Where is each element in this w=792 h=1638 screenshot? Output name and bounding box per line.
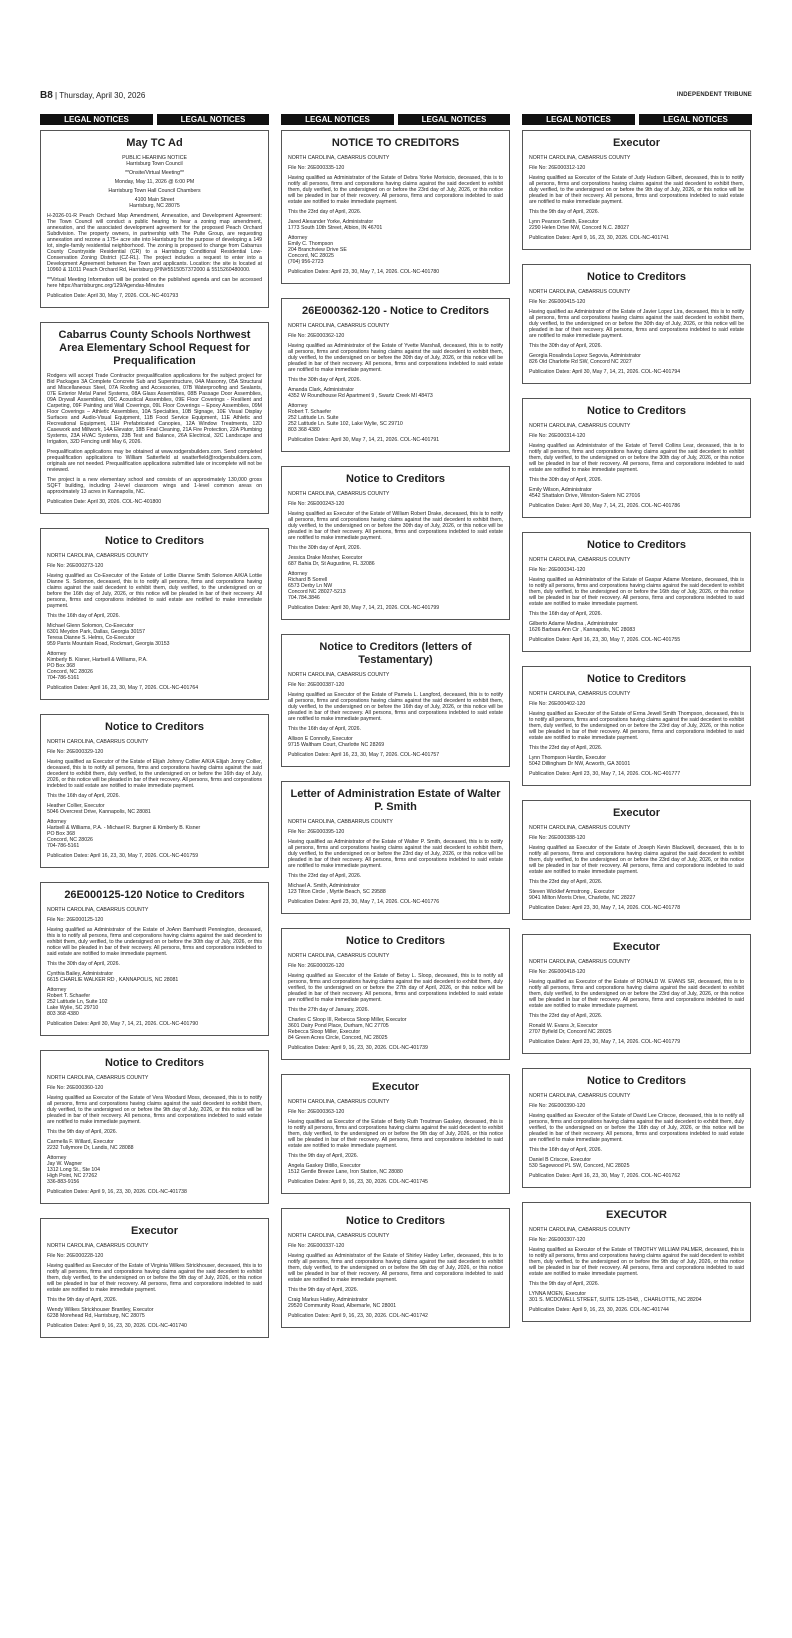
signature-block xyxy=(288,219,503,265)
signature-line: 704.784.3846 xyxy=(288,595,320,601)
signature-line: 530 Sagewood PL SW, Concord, NC 28025 xyxy=(529,1163,630,1169)
publication-dates: Publication Dates: April 30, May 7, 14, 21, 2026. COL-NC-401790 xyxy=(47,1021,199,1027)
signature-line: 803 368 4380 xyxy=(47,1011,79,1017)
publication-dates: Publication Dates: April 23, 30, May 7, 14, 2026. COL-NC-401780 xyxy=(288,269,440,275)
notice-line: Harrisburg, NC 28075 xyxy=(129,203,180,209)
signature-line: 6301 Meydon Park, Dallas, Georgia 30157 xyxy=(47,629,146,635)
file-number: File No: 26E000273-120 xyxy=(47,563,104,569)
column-2 xyxy=(281,130,510,1342)
dated-line: This the 9th day of April, 2026. xyxy=(288,1287,359,1293)
file-number: File No: 26E000337-120 xyxy=(288,1243,345,1249)
legal-notice xyxy=(522,532,751,652)
notice-body: Having qualified as Administrator of the Estate of JoAnn Barnhardt Pennington, deceased, this is to notify all persons, firms and corporations having claims against the said decedent to exhibit them, duly verified, to the undersigned on or before the 30th day of July, 2026, or this notice will be pleaded in bar of their recovery. All persons, firms and corporations indebted to said estate are notified to make immediate payment. xyxy=(47,927,262,957)
notice-line: Harrisburg Town Hall Council Chambers xyxy=(108,188,201,194)
notice-title: Notice to Creditors xyxy=(345,473,445,485)
signature-line: 959 Parris Mountain Road, Rockmart, Georgia 30153 xyxy=(47,641,170,647)
legal-notice xyxy=(522,800,751,920)
notice-body: Prequalification applications may be obtained at www.rodgersbuilders.com. Send completed prequalification applications to William Satterfield at wsatterfield@rodgersbuilders.com, originals are not needed. Prequalification applications submitted late or incomplete will not be reviewed. xyxy=(47,449,262,473)
county-line: NORTH CAROLINA, CABARRUS COUNTY xyxy=(47,1243,149,1249)
file-number: File No: 26E000363-120 xyxy=(288,1109,345,1115)
notice-body: Having qualified as Executor of the Estate of Virginia Wilkes Strickhouser, deceased, this is to notify all persons, firms and corporations having claims against the said decedent to exhibit them, duly verified, to the undersigned on or before the 9th day of July, 2026, or this notice will be pleaded in bar of their recovery. All persons, firms and corporations indebted to said estate are notified to make immediate payment. xyxy=(47,1263,262,1293)
dated-line: This the 9th day of April, 2026. xyxy=(529,1281,600,1287)
dated-line: This the 23rd day of April, 2026. xyxy=(288,209,362,215)
file-number: File No: 26E000329-120 xyxy=(47,749,104,755)
signature-line: Georgia Rosalinda Lopez Segovia, Administrator xyxy=(529,353,641,359)
notice-body: Having qualified as Administrator of the Estate of Debra Yorke Morisicio, deceased, this is to notify all persons, firms and corporations having claims against the said decedent to exhibit them, duly verified, to the undersigned on or before the 23rd day of July, 2026, or this notice will be pleaded in bar of their recovery. All persons, firms and corporations indebted to said estate are notified to make immediate payment. xyxy=(288,175,503,205)
signature-line: Amanda Clark, Administrator xyxy=(288,387,355,393)
signature-line: 9715 Waltham Court, Charlotte NC 28269 xyxy=(288,742,385,748)
legal-notice xyxy=(40,322,269,514)
dated-line: This the 9th day of April, 2026. xyxy=(47,1129,118,1135)
publication-dates: Publication Date: April 30, May 7, 2026. COL-NC-401793 xyxy=(47,293,179,299)
signature-line: (704) 956-2723 xyxy=(288,259,324,265)
notice-body: Having qualified as Executor of the Estate of Betsy L. Sloop, deceased, this is to notify all persons, firms and corporations having claims against the said decedent to exhibit them, duly verified, to the undersigned on or before the 27th day of April, 2026, or this notice will be pleaded in bar of their recovery. All persons, firms and corporations indebted to said estate are notified to make immediate payment. xyxy=(288,973,503,1003)
dated-line: This the 16th day of April, 2026. xyxy=(288,726,361,732)
notice-line: Harrisburg Town Council xyxy=(126,161,183,167)
legal-notice xyxy=(40,528,269,700)
notice-body: Having qualified as Executor of the Estate of Betty Ruth Troutman Gaskey, deceased, this is to notify all persons, firms and corporations having claims against the said decedent to exhibit them, duly verified, to the undersigned on or before the 9th day of July, 2026, or this notice will be pleaded in bar of their recovery. All persons, firms and corporations indebted to said estate are notified to make immediate payment. xyxy=(288,1119,503,1149)
signature-line: Michael A. Smith, Administrator xyxy=(288,883,360,889)
county-line: NORTH CAROLINA, CABARRUS COUNTY xyxy=(529,825,631,831)
signature-line: Cynthia Bailey, Administrator xyxy=(47,971,113,977)
notice-title: Executor xyxy=(130,1225,179,1237)
publication-dates: Publication Dates: April 9, 16, 23, 30, 2026. COL-NC-401744 xyxy=(529,1307,669,1313)
notice-line: PUBLIC HEARING NOTICE xyxy=(122,155,187,161)
signature-block xyxy=(288,1163,503,1175)
publication-dates: Publication Dates: April 23, 30, May 7, 14, 2026. COL-NC-401777 xyxy=(529,771,681,777)
notice-title: 26E000125-120 Notice to Creditors xyxy=(64,889,245,901)
publication-dates: Publication Dates: April 9, 16, 23, 30, 2026. COL-NC-401739 xyxy=(288,1045,428,1051)
section-banner xyxy=(40,114,752,125)
section-label: LEGAL NOTICES xyxy=(398,114,510,125)
notice-line: 4100 Main Street xyxy=(134,197,175,203)
publication-dates: Publication Date: April 30, 2026. COL-NC-401800 xyxy=(47,499,162,505)
publication-dates: Publication Dates: April 30, May 7, 14, 21, 2026. COL-NC-401799 xyxy=(288,605,440,611)
notice-title: NOTICE TO CREDITORS xyxy=(331,137,460,149)
file-number: File No: 26E000402-120 xyxy=(529,701,586,707)
signature-line: Gilberto Adame Medina , Administrator xyxy=(529,621,618,627)
signature-block xyxy=(529,1291,744,1303)
signature-line: 252 Latitude Ln. Suite 102, Lake Wylie, SC 29710 xyxy=(288,421,403,427)
county-line: NORTH CAROLINA, CABARRUS COUNTY xyxy=(529,289,631,295)
notice-title: Notice to Creditors xyxy=(104,721,204,733)
signature-line: 29520 Community Road, Albemarle, NC 28001 xyxy=(288,1303,397,1309)
legal-notice xyxy=(40,130,269,308)
signature-block xyxy=(47,1307,262,1319)
signature-line: Jared Alexander Yorke, Administrator xyxy=(288,219,374,225)
signature-line: 252 Latitude Ln. Suite xyxy=(288,415,339,421)
file-number: File No: 26E000125-120 xyxy=(47,917,104,923)
notice-title: 26E000362-120 - Notice to Creditors xyxy=(301,305,490,317)
county-line: NORTH CAROLINA, CABBARRUS COUNTY xyxy=(288,819,393,825)
legal-notice xyxy=(281,466,510,620)
notice-body: Having qualified as Executor of the Estate of Pamela L. Langford, deceased, this is to notify all persons, firms and corporations having claims against the said decedent to exhibit them, duly verified, to the undersigned on or before the 16th day of July, 2026, or this notice will be pleaded in bar of their recovery. All persons, firms and corporations indebted to said estate are notified to make immediate payment. xyxy=(288,692,503,722)
notice-title: Notice to Creditors xyxy=(586,673,686,685)
signature-line: Wendy Wilkes Strickhouser Brantley, Executor xyxy=(47,1307,154,1313)
dated-line: This the 23rd day of April, 2026. xyxy=(529,1013,603,1019)
signature-line: PO Box 368 xyxy=(47,831,75,837)
signature-line: 6238 Morehead Rd, Harrisburg, NC 28075 xyxy=(47,1313,145,1319)
notice-title: Executor xyxy=(371,1081,420,1093)
county-line: NORTH CAROLINA, CABARRUS COUNTY xyxy=(47,907,149,913)
signature-line: Concord, NC 28026 xyxy=(47,837,93,843)
county-line: NORTH CAROLINA, CABARRUS COUNTY xyxy=(529,423,631,429)
signature-line: 6573 Derby Ln NW xyxy=(288,583,333,589)
notice-body: Having qualified as Administrator of the Estate of Gaspar Adame Montano, deceased, this is to notify all persons, firms and corporations having claims against the said decedent to exhibit them, duly verified, to the undersigned on or before the 16th day of July, 2026, or this notice will be pleaded in bar of their recovery. All persons, firms and corporations indebted to said estate are notified to make immediate payment. xyxy=(529,577,744,607)
legal-notice xyxy=(522,398,751,518)
publication-dates: Publication Dates: April 9, 16, 23, 30, 2026. COL-NC-401745 xyxy=(288,1179,428,1185)
publication-dates: Publication Dates: April 9, 16, 23, 30, 2026. COL-NC-401742 xyxy=(288,1313,428,1319)
publication-dates: Publication Dates: April 16, 23, 30, May 7, 2026. COL-NC-401762 xyxy=(529,1173,681,1179)
signature-line: 301 S. MCDOWELL STREET, SUITE 125-1548, , CHARLOTTE, NC 28204 xyxy=(529,1297,702,1303)
signature-line: 704-786-5161 xyxy=(47,843,80,849)
signature-line: 2707 Byfield Dr, Concord NC 28025 xyxy=(529,1029,612,1035)
legal-notice xyxy=(281,634,510,767)
county-line: NORTH CAROLINA, CABARRUS COUNTY xyxy=(529,691,631,697)
notice-body: **Virtual Meeting Information will be posted on the published agenda and can be accessed here https://harrisburgnc.org/129/Agendas-Minutes xyxy=(47,277,262,289)
signature-block xyxy=(47,803,262,849)
signature-line: Michael Glenn Solomon, Co-Executor xyxy=(47,623,134,629)
publication-dates: Publication Dates: April 30, May 7, 14, 21, 2026. COL-NC-401794 xyxy=(529,369,681,375)
signature-line: 336-883-9156 xyxy=(47,1179,80,1185)
file-number: File No: 26E000228-120 xyxy=(47,1253,104,1259)
signature-line: Robert T. Schaefer xyxy=(47,993,91,999)
signature-line: 1773 South 10th Street, Albion, IN 46701 xyxy=(288,225,383,231)
notice-title: Executor xyxy=(612,137,661,149)
signature-line: 1512 Gentle Breeze Lane, Iron Station, NC 28080 xyxy=(288,1169,403,1175)
county-line: NORTH CAROLINA, CABARRUS COUNTY xyxy=(288,491,390,497)
county-line: NORTH CAROLINA, CABARRUS COUNTY xyxy=(288,1099,390,1105)
county-line: NORTH CAROLINA, CABARRUS COUNTY xyxy=(288,953,390,959)
publication-dates: Publication Dates: April 30, May 7, 14, 21, 2026. COL-NC-401786 xyxy=(529,503,681,509)
signature-line: Attorney xyxy=(47,651,67,657)
notice-line: **Onsite/Virtual Meeting** xyxy=(124,170,184,176)
signature-line: 3601 Dairy Pond Place, Durham, NC 27705 xyxy=(288,1023,389,1029)
signature-line: Teresa Dianne S. Helms, Co-Executor xyxy=(47,635,135,641)
signature-line: 84 Green Acres Circle, Concord, NC 28025 xyxy=(288,1035,388,1041)
signature-line: Attorney xyxy=(47,819,67,825)
signature-line: Concord NC 28027-5213 xyxy=(288,589,346,595)
publication-dates: Publication Dates: April 16, 23, 30, May 7, 2026. COL-NC-401755 xyxy=(529,637,681,643)
dated-line: This the 16th day of April, 2026. xyxy=(529,611,602,617)
file-number: File No: 26E000388-120 xyxy=(529,835,586,841)
dated-line: This the 9th day of April, 2026. xyxy=(288,1153,359,1159)
signature-line: Charles C Sloop III, Rebecca Sloop Miller, Executor xyxy=(288,1017,407,1023)
signature-line: Emily C. Thompson xyxy=(288,241,334,247)
signature-block xyxy=(47,1139,262,1185)
signature-line: Lynn Pearson Smith, Executor xyxy=(529,219,599,225)
dated-line: This the 30th day of April, 2026. xyxy=(288,377,361,383)
notice-body: Having qualified as Executor of the Estate of TIMOTHY WILLIAM PALMER, deceased, this is to notify all persons, firms and corporations having claims against the said decedent to exhibit them, duly verified, to the undersigned on or before the 9th day of July, 2026, or this notice will be pleaded in bar of their recovery. All persons, firms and corporations indebted to said estate are notified to make immediate payment. xyxy=(529,1247,744,1277)
file-number: File No: 26E000314-120 xyxy=(529,433,586,439)
column-3 xyxy=(522,130,751,1336)
dated-line: This the 16th day of April, 2026. xyxy=(47,613,120,619)
publication-dates: Publication Dates: April 23, 30, May 7, 14, 2026. COL-NC-401776 xyxy=(288,899,440,905)
signature-line: Carmella F. Willard, Executor xyxy=(47,1139,114,1145)
signature-line: Allison E Connolly, Executor xyxy=(288,736,353,742)
notice-title: Notice to Creditors xyxy=(586,271,686,283)
notice-title: Letter of Administration Estate of Walter P. Smith xyxy=(290,788,501,813)
county-line: NORTH CAROLINA, CABARRUS COUNTY xyxy=(529,1227,631,1233)
signature-line: 687 Bahia Dr, St Augustine, FL 32086 xyxy=(288,561,375,567)
publication-dates: Publication Dates: April 23, 30, May 7, 14, 2026. COL-NC-401779 xyxy=(529,1039,681,1045)
legal-notice xyxy=(281,781,510,914)
legal-notice xyxy=(522,264,751,384)
dated-line: This the 30th day of April, 2026. xyxy=(529,477,602,483)
section-label: LEGAL NOTICES xyxy=(157,114,269,125)
legal-notice xyxy=(522,666,751,786)
legal-notice xyxy=(281,1208,510,1328)
publication-dates: Publication Dates: April 9, 16, 23, 30, 2026. COL-NC-401738 xyxy=(47,1189,187,1195)
issue-date: | Thursday, April 30, 2026 xyxy=(55,91,146,100)
publication-dates: Publication Dates: April 16, 23, 30, May 7, 2026. COL-NC-401764 xyxy=(47,685,199,691)
signature-line: Jay W. Wagner xyxy=(47,1161,82,1167)
publication-dates: Publication Dates: April 9, 16, 23, 30, 2026. COL-NC-401740 xyxy=(47,1323,187,1329)
notice-title: May TC Ad xyxy=(126,137,183,149)
signature-line: Attorney xyxy=(47,1155,67,1161)
file-number: File No: 26E000362-120 xyxy=(288,333,345,339)
signature-block xyxy=(288,736,503,748)
signature-line: 204 Branchview Drive SE xyxy=(288,247,347,253)
signature-block xyxy=(288,555,503,601)
signature-line: 1626 Barbara Ann Cir , Kannapolis, NC 28083 xyxy=(529,627,636,633)
county-line: NORTH CAROLINA, CABARRUS COUNTY xyxy=(47,1075,149,1081)
signature-line: Lake Wylie, SC 29710 xyxy=(47,1005,99,1011)
legal-notice xyxy=(281,298,510,452)
dated-line: This the 27th day of January, 2026. xyxy=(288,1007,369,1013)
signature-line: Lynn Thompson Hardin, Executor xyxy=(529,755,606,761)
signature-block xyxy=(529,1023,744,1035)
notice-body: Having qualified as Administrator of the Estate of Terrell Collins Lear, deceased, this is to notify all persons, firms and corporations having claims against the said decedent to exhibit them, duly verified, to the undersigned on or before the 30th day of July, 2026, or this notice will be pleaded in bar of their recovery. All persons, firms and corporations indebted to said estate are notified to make immediate payment. xyxy=(529,443,744,473)
county-line: NORTH CAROLINA, CABARRUS COUNTY xyxy=(47,553,149,559)
county-line: NORTH CAROLINA, CABARRUS COUNTY xyxy=(288,672,390,678)
legal-notice xyxy=(40,1050,269,1204)
notice-body: Having qualified as Executor of the Estate of David Lee Criscoe, deceased, this is to notify all persons, firms and corporations having claims against the said decedent to exhibit them, duly verified, to the undersigned on or before the 16th day of July, 2026, or this notice will be pleaded in bar of their recovery. All persons, firms and corporations indebted to said estate are notified to make immediate payment. xyxy=(529,1113,744,1143)
signature-line: Kimberly B. Kisner, Hartsell & Williams, P.A. xyxy=(47,657,148,663)
county-line: NORTH CAROLINA, CABARRUS COUNTY xyxy=(529,155,631,161)
signature-block xyxy=(529,1157,744,1169)
notice-title: Cabarrus County Schools Northwest Area Elementary School Request for Prequalification xyxy=(58,329,251,367)
signature-line: Ronald W. Evans Jr, Executor xyxy=(529,1023,598,1029)
page-number: B8 xyxy=(40,90,53,101)
publication-dates: Publication Dates: April 30, May 7, 14, 21, 2026. COL-NC-401791 xyxy=(288,437,440,443)
notice-body: Having qualified as Administrator of the Estate of Shirley Hatley Lefler, deceased, this is to notify all persons, firms and corporations having claims against the said decedent to exhibit them, duly verified, to the undersigned on or before the 9th day of July, 2026, or this notice will be pleaded in bar of their recovery. All persons, firms and corporations indebted to said estate are notified to make immediate payment. xyxy=(288,1253,503,1283)
county-line: NORTH CAROLINA, CABARRUS COUNTY xyxy=(47,739,149,745)
notice-title: Notice to Creditors xyxy=(586,539,686,551)
signature-line: Emily Wilson, Administrator xyxy=(529,487,592,493)
section-label: LEGAL NOTICES xyxy=(639,114,752,125)
file-number: File No: 26E000243-120 xyxy=(288,501,345,507)
signature-line: 826 Old Charlotte Rd SW, Concord NC 2027 xyxy=(529,359,632,365)
publication-dates: Publication Dates: April 23, 30, May 7, 14, 2026. COL-NC-401778 xyxy=(529,905,681,911)
notice-body: Having qualified as Executor of the Estate of Judy Hudson Gilbert, deceased, this is to notify all persons, firms and corporations having claims against the said decedent to exhibit them, duly verified, to the undersigned on or before the 9th day of July, 2026, or this notice will be pleaded in bar of their recovery. All persons, firms and corporations indebted to said estate are notified to make immediate payment. xyxy=(529,175,744,205)
signature-line: 803 368 4380 xyxy=(288,427,320,433)
signature-line: 4352 W Roundhouse Rd Apartment 9 , Swartz Creek MI 48473 xyxy=(288,393,433,399)
county-line: NORTH CAROLINA, CABARRUS COUNTY xyxy=(288,155,390,161)
signature-line: Attorney xyxy=(288,235,308,241)
notice-body: Having qualified as Executor of the Estate of Vera Woodard Moss, deceased, this is to notify all persons, firms and corporations having claims against the said decedent to exhibit them, duly verified, to the undersigned on or before the 9th day of July, 2026, or this notice will be pleaded in bar of their recovery. All persons, firms and corporations indebted to said estate are notified to make immediate payment. xyxy=(47,1095,262,1125)
file-number: File No: 26E000360-120 xyxy=(47,1085,104,1091)
notice-title: Notice to Creditors xyxy=(104,1057,204,1069)
signature-line: Heather Collier, Executor xyxy=(47,803,105,809)
notice-body: The project is a new elementary school and consists of an approximately 130,000 gross SQFT building, including 2-level classroom wings and 1-level common areas on approximately 13 acres in Kannapolis, NC. xyxy=(47,477,262,495)
file-number: File No: 26E000387-120 xyxy=(288,682,345,688)
county-line: NORTH CAROLINA, CABARRUS COUNTY xyxy=(529,1093,631,1099)
dated-line: This the 9th day of April, 2026. xyxy=(47,1297,118,1303)
notice-body: Having qualified as Administrator of the Estate of Yvette Marshall, deceased, this is to notify all persons, firms and corporations having claims against the said decedent to exhibit them, duly verified, to the undersigned on or before the 30th day of July, 2026, or this notice will be pleaded in bar of their recovery. All persons, firms and corporations indebted to said estate are notified to make immediate payment. xyxy=(288,343,503,373)
dated-line: This the 30th day of April, 2026. xyxy=(529,343,602,349)
legal-notice xyxy=(522,934,751,1054)
file-number: File No: 26E000418-120 xyxy=(529,969,586,975)
file-number: File No: 26E000395-120 xyxy=(288,829,345,835)
county-line: NORTH CAROLINA, CABARRUS COUNTY xyxy=(288,1233,390,1239)
signature-line: 2290 Helen Drive NW, Concord N.C. 28027 xyxy=(529,225,630,231)
notice-title: Notice to Creditors xyxy=(345,1215,445,1227)
notice-title: EXECUTOR xyxy=(606,1209,667,1221)
county-line: NORTH CAROLINA, CABARRUS COUNTY xyxy=(288,323,390,329)
signature-line: 704-786-5161 xyxy=(47,675,80,681)
signature-line: LYNNA MOEN, Executor xyxy=(529,1291,586,1297)
file-number: File No: 26E000307-120 xyxy=(529,1237,586,1243)
signature-line: Rebecca Sloop Miller, Executor xyxy=(288,1029,361,1035)
signature-block xyxy=(529,487,744,499)
signature-line: Richard B Sorrell xyxy=(288,577,328,583)
file-number: File No: 26E000312-120 xyxy=(529,165,586,171)
signature-line: PO Box 368 xyxy=(47,663,75,669)
notice-title: Notice to Creditors xyxy=(345,935,445,947)
signature-line: 252 Latitude Ln, Suite 102 xyxy=(47,999,108,1005)
signature-line: 9041 Milton Morris Drive, Charlotte, NC 28227 xyxy=(529,895,636,901)
county-line: NORTH CAROLINA, CABARRUS COUNTY xyxy=(529,557,631,563)
signature-line: Angela Gaskey Ditillo, Executor xyxy=(288,1163,361,1169)
notice-body: Having qualified as Administrator of the Estate of Javier Lopez Lira, deceased, this is to notify all persons, firms and corporations having claims against the said decedent to exhibit them, duly verified, to the undersigned on or before the 30th day of July, 2026, or this notice will be pleaded in bar of their recovery. All persons, firms and corporations indebted to said estate are notified to make immediate payment. xyxy=(529,309,744,339)
notice-body: Having qualified as Administrator of the Estate of Walter P. Smith, deceased, this is to notify all persons, firms and corporations having claims against the said decedent to exhibit them, duly verified, to the undersigned on or before the 23rd day of July, 2026, or this notice will be pleaded in bar of their recovery. All persons, firms and corporations indebted to said estate are notified to make immediate payment. xyxy=(288,839,503,869)
notice-title: Executor xyxy=(612,807,661,819)
file-number: File No: 26E000390-120 xyxy=(529,1103,586,1109)
file-number: File No: 26E000341-120 xyxy=(529,567,586,573)
page-header xyxy=(40,90,752,104)
signature-block xyxy=(529,621,744,633)
signature-block xyxy=(529,755,744,767)
notice-body: Having qualified as Executor of the Estate of Erma Jewell Smith Thompson, deceased, this is to notify all persons, firms and corporations having claims against the said decedent to exhibit them, duly verified, to the undersigned on or before the 23rd day of July, 2026, or this notice will be pleaded in bar of their recovery. All persons, firms and corporations indebted to said estate are notified to make immediate payment. xyxy=(529,711,744,741)
signature-line: 123 Tilton Circle , Myrtle Beach, SC 29588 xyxy=(288,889,386,895)
notice-line: Monday, May 11, 2026 @ 6:00 PM xyxy=(114,179,195,185)
dated-line: This the 16th day of April, 2026. xyxy=(529,1147,602,1153)
legal-notice xyxy=(281,928,510,1060)
legal-notice xyxy=(522,1068,751,1188)
legal-notice xyxy=(40,882,269,1036)
notice-body: Having qualified as Co-Executor of the Estate of Lottie Dianne Smith Solomon A/K/A Lottie Dianne S. Solomon, deceased, this is to notify all persons, firms and corporations having claims against the said decedent to exhibit them, duly verified, to the undersigned on or before the 16th day of July, 2026, or this notice will be pleaded in bar of their recovery. All persons, firms and corporations indebted to said estate are notified to make immediate payment. xyxy=(47,573,262,609)
signature-line: Robert T. Schaefer xyxy=(288,409,332,415)
signature-block xyxy=(529,219,744,231)
signature-line: 6615 CHARLIE WALKER RD , KANNAPOLIS, NC 28081 xyxy=(47,977,179,983)
publication-dates: Publication Dates: April 16, 23, 30, May 7, 2026. COL-NC-401757 xyxy=(288,752,440,758)
signature-line: 1312 Long St., Ste 104 xyxy=(47,1167,101,1173)
notice-title: Executor xyxy=(612,941,661,953)
signature-line: 5046 Overcrest Drive, Kannapolis, NC 28081 xyxy=(47,809,151,815)
file-number: File No: 26E000335-120 xyxy=(288,165,345,171)
file-number: File No: 26E000026-120 xyxy=(288,963,345,969)
signature-block xyxy=(47,971,262,1017)
county-line: NORTH CAROLINA, CABARRUS COUNTY xyxy=(529,959,631,965)
dated-line: This the 30th day of April, 2026. xyxy=(288,545,361,551)
dated-line: This the 30th day of April, 2026. xyxy=(47,961,120,967)
legal-notice xyxy=(40,1218,269,1338)
dated-line: This the 16th day of April, 2026. xyxy=(47,793,120,799)
notice-title: Notice to Creditors xyxy=(104,535,204,547)
signature-block xyxy=(529,889,744,901)
signature-block xyxy=(288,387,503,433)
notice-title: Notice to Creditors (letters of Testamentary) xyxy=(319,641,472,666)
signature-line: 5042 Dillingham Dr NW, Acworth, GA 30101 xyxy=(529,761,631,767)
signature-line: Attorney xyxy=(288,571,308,577)
signature-line: Daniel B Criscoe, Executor xyxy=(529,1157,591,1163)
signature-line: Concord, NC 28026 xyxy=(47,669,93,675)
section-label: LEGAL NOTICES xyxy=(522,114,635,125)
notice-body: Having qualified as Executor of the Estate of RONALD W. EVANS SR, deceased, this is to notify all persons, firms and corporations having claims against the said decedent to exhibit them, duly verified, to the undersigned on or before the 23rd day of July, 2026, or this notice will be pleaded in bar of their recovery. All persons, firms and corporations indebted to said estate are notified to make immediate payment. xyxy=(529,979,744,1009)
signature-line: Craig Markus Hatley, Administrator xyxy=(288,1297,368,1303)
notice-body: Having qualified as Executor of the Estate of Elijah Johnny Collier A/K/A Elijah Jonny Collier, deceased, this is to notify all persons, firms and corporations having claims against the said decedent to exhibit them, duly verified, to the undersigned on or before the 16th day of July, 2026, or this notice will be pleaded in bar of their recovery. All persons, firms and corporations indebted to said estate are notified to make immediate payment. xyxy=(47,759,262,789)
signature-line: High Point, NC 27262 xyxy=(47,1173,98,1179)
legal-notice xyxy=(40,714,269,868)
signature-line: Jessica Drake Mosher, Executor xyxy=(288,555,363,561)
signature-block xyxy=(529,353,744,365)
paper-name: INDEPENDENT TRIBUNE xyxy=(676,92,752,98)
signature-block xyxy=(288,883,503,895)
signature-block xyxy=(288,1017,503,1041)
legal-notice xyxy=(522,1202,751,1322)
notice-body: Having qualified as Executor of the Estate of Joseph Kevin Blackwell, deceased, this is to notify all persons, firms and corporations having claims against the said decedent to exhibit them, duly verified, to the undersigned on or before the 23rd day of July, 2026, or this notice will be pleaded in bar of their recovery. All persons, firms and corporations indebted to said estate are notified to make immediate payment. xyxy=(529,845,744,875)
dated-line: This the 23rd day of April, 2026. xyxy=(529,745,603,751)
publication-dates: Publication Dates: April 16, 23, 30, May 7, 2026. COL-NC-401759 xyxy=(47,853,199,859)
notice-title: Notice to Creditors xyxy=(586,405,686,417)
section-label: LEGAL NOTICES xyxy=(281,114,394,125)
signature-line: 2232 Tullymore Dr, Landis, NC 28088 xyxy=(47,1145,134,1151)
publication-dates: Publication Dates: April 9, 16, 23, 30, 2026. COL-NC-401741 xyxy=(529,235,669,241)
signature-line: Concord, NC 28025 xyxy=(288,253,334,259)
notice-body: Rodgers will accept Trade Contractor prequalification applications for the subject project for Bid Packages 3A Complete Concrete Sub and Superstructure, 04A Masonry, 05A Structural and Miscellaneous Steel, 07A Roofing and Accessories, 07B Waterproofing and Sealants, 07E Exterior Metal Panel Systems, 08A Glass Assemblies, 08B Passage Door Assemblies, 09A Drywall Assemblies, 09C Acoustical Assemblies, 09E Floor Coverings - Resilient and Carpeting, 09F Painting and Wall Coverings, 09L Floor Coverings – Epoxy Assemblies, 09M Floor Coverings – Athletic Assemblies, 10A Specialties, 10B Signage, 10E Visual Display Surfaces and Audio-Visual Equipment, 11B Food Service Equipment, 11E Athletic and Recreational Equipment, 11H Prefabricated Canopies, 12A Window Treatments, 12D Casework and Millwork, 14A Elevator, 18B Final Cleaning, 21A Fire Protection, 22A Plumbing Systems, 23A HVAC Systems, 23B Test and Balance, 26A Electrical, 32C Landscape and Irrigation, 32D Fencing until May 6, 2026. xyxy=(47,373,262,445)
dated-line: This the 23rd day of April, 2026. xyxy=(288,873,362,879)
column-1 xyxy=(40,130,269,1352)
notice-body: H-2026-01-R Peach Orchard Map Amendment, Annexation, and Development Agreement: The Town Council will conduct a public hearing to hear a zoning map amendment, annexation, and the associated development agreement for the proposed Peach Orchard Subdivision. The property owners, in partnership with The Pulte Group, are requesting annexation and rezone a 175+ acre site into Harrisburg for the purpose of developing a 149 lot, single-family residential neighborhood. The zoning is proposed to change from Cabarrus County Countryside Residential (CR) to a Harrisburg Conditional Residential Low-Conservation Zoning District (CZ-RL). The project includes a request to enter into a Development Agreement between the Town and applicants. Location: the site is located at 10960 & 11011 Peach Orchard Rd, Harrisburg (PIN#5515057372000 & 5515260480000. xyxy=(47,213,262,273)
section-label: LEGAL NOTICES xyxy=(40,114,153,125)
signature-block xyxy=(47,623,262,681)
legal-notice xyxy=(281,1074,510,1194)
dated-line: This the 23rd day of April, 2026. xyxy=(529,879,603,885)
file-number: File No: 26E000415-120 xyxy=(529,299,586,305)
legal-notice xyxy=(281,130,510,284)
signature-line: 4542 Shattalon Drive, Winston-Salem NC 27016 xyxy=(529,493,641,499)
dated-line: This the 9th day of April, 2026. xyxy=(529,209,600,215)
legal-notice xyxy=(522,130,751,250)
notice-body: Having qualified as Executor of the Estate of William Robert Drake, deceased, this is to notify all persons, firms and corporations having claims against the said decedent to exhibit them, duly verified, to the undersigned on or before the 30th day of July, 2026, or this notice will be pleaded in bar of their recovery. All persons, firms and corporations indebted to said estate are notified to make immediate payment. xyxy=(288,511,503,541)
signature-line: Hartsell & Williams, P.A. - Michael R. Burgner & Kimberly B. Kisner xyxy=(47,825,201,831)
signature-block xyxy=(288,1297,503,1309)
signature-line: Steven Wicklief Armstrong , Executor xyxy=(529,889,615,895)
notice-title: Notice to Creditors xyxy=(586,1075,686,1087)
signature-line: Attorney xyxy=(47,987,67,993)
signature-line: Attorney xyxy=(288,403,308,409)
